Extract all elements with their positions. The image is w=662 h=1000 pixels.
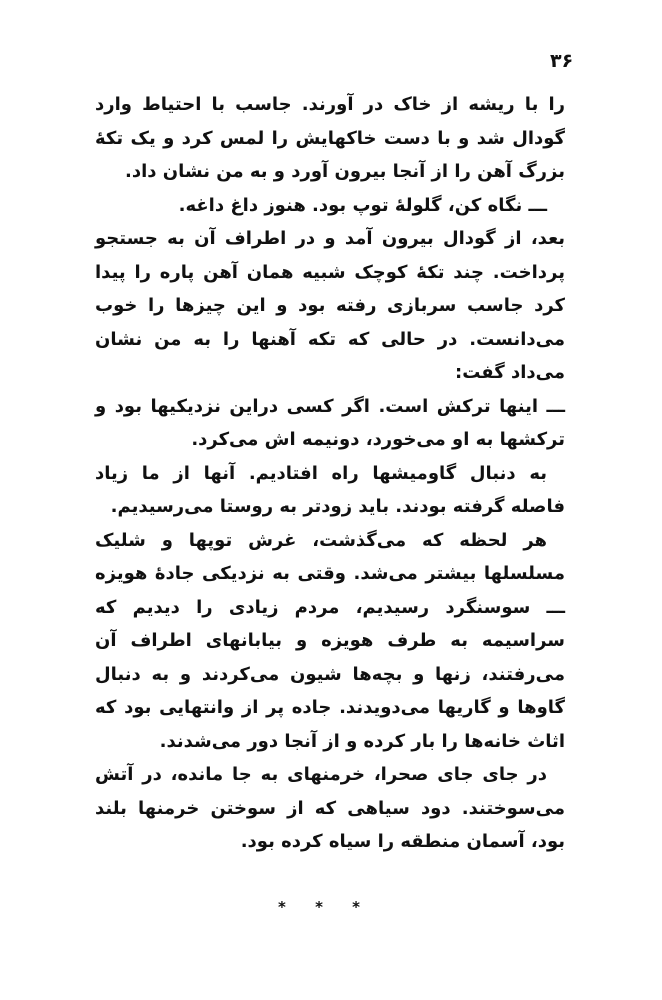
- dialogue-paragraph: ـــ اینها ترکش است. اگر کسی دراین نزدیکیها بود و ترکشها به او می‌خورد، دونیمه اش می‌کرد.: [95, 395, 565, 450]
- paragraph: بعد، از گودال بیرون آمد و در اطراف آن به جستجو پرداخت. چند تکهٔ کوچک شبیه همان آهن پاره را پیدا کرد جاسب سربازی رفته بود و این چیزها را خوب می‌دانست. در حالی که تکه آهنها را به من نشان می‌داد گفت:: [95, 228, 565, 383]
- page-number: ۳۶: [550, 50, 574, 72]
- paragraph: هر لحظه که می‌گذشت، غرش توپها و شلیک مسلسلها بیشتر می‌شد. وقتی به نزدیکی جادهٔ هویزه ـــ سوسنگرد رسیدیم، مردم زیادی را دیدیم که سراسیمه به طرف هویزه و بیابانهای اطراف آن می‌رفتند، زنها و بچه‌ها شیون می‌کردند و به دنبال گاوها و گاریها می‌دویدند. جاده پر از وانتهایی بود که اثاث خانه‌ها را بار کرده و از آنجا دور می‌شدند.: [95, 529, 565, 752]
- section-separator: * * *: [278, 898, 372, 916]
- paragraph: را با ریشه از خاک در آورند. جاسب با احتیاط وارد گودال شد و با دست خاکهایش را لمس کرد و یک تکهٔ بزرگ آهن را از آنجا بیرون آورد و به من نشان داد.: [95, 94, 565, 182]
- paragraph: در جای جای صحرا، خرمنهای به جا مانده، در آتش می‌سوختند. دود سیاهی که از سوختن خرمنها بلند بود، آسمان منطقه را سیاه کرده بود.: [95, 764, 565, 852]
- paragraph: به دنبال گاومیشها راه افتادیم. آنها از ما زیاد فاصله گرفته بودند. باید زودتر به روستا می‌رسیدیم.: [95, 462, 565, 517]
- body-text: [95, 88, 565, 859]
- dialogue-paragraph: ـــ نگاه کن، گلولهٔ توپ بود. هنوز داغ داغه.: [178, 194, 547, 216]
